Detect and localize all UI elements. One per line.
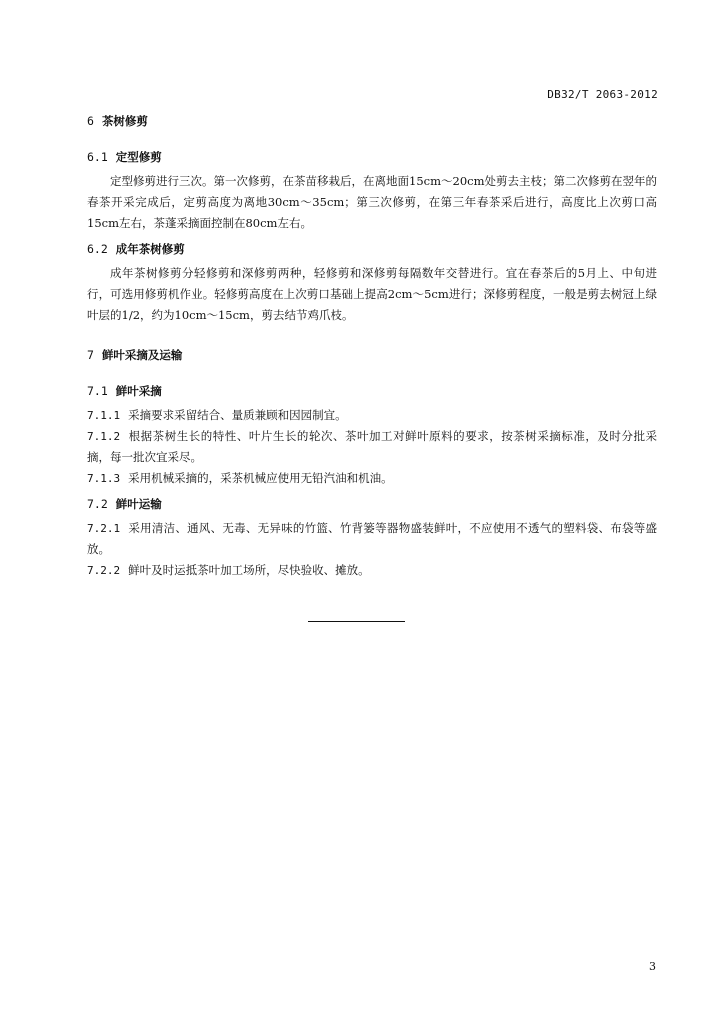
clause-7-1-3 xyxy=(87,468,657,489)
section-title: 鲜叶采摘及运输 xyxy=(101,348,183,362)
subsection-title: 成年茶树修剪 xyxy=(115,242,185,256)
subsection-number: 6.1 xyxy=(87,150,108,164)
subsection-6-2-heading xyxy=(87,240,657,258)
subsection-number: 7.1 xyxy=(87,384,108,398)
clause-7-1-1 xyxy=(87,405,657,426)
clause-number: 7.2.1 xyxy=(87,522,121,535)
clause-number: 7.2.2 xyxy=(87,564,121,577)
section-6-heading xyxy=(87,112,657,130)
clause-7-1-2 xyxy=(87,426,657,468)
clause-7-2-2 xyxy=(87,560,657,581)
subsection-title: 鲜叶采摘 xyxy=(115,384,162,398)
subsection-number: 7.2 xyxy=(87,497,108,511)
clause-text: 鲜叶及时运抵茶叶加工场所，尽快验收、摊放。 xyxy=(128,563,370,577)
subsection-title: 定型修剪 xyxy=(115,150,162,164)
clause-7-2-1 xyxy=(87,518,657,560)
end-of-text-rule xyxy=(308,621,405,622)
section-title: 茶树修剪 xyxy=(101,114,148,128)
subsection-7-2-heading xyxy=(87,495,657,513)
clause-text: 采摘要求采留结合、量质兼顾和因园制宜。 xyxy=(128,408,347,422)
clause-number: 7.1.3 xyxy=(87,472,121,485)
section-number: 7 xyxy=(87,348,94,362)
page-content xyxy=(87,112,657,581)
standard-code: DB32/T 2063-2012 xyxy=(547,88,658,101)
subsection-7-1-heading xyxy=(87,382,657,400)
clause-text: 采用清洁、通风、无毒、无异味的竹篮、竹背篓等器物盛装鲜叶，不应使用不透气的塑料袋、布袋等盛放。 xyxy=(87,521,657,556)
subsection-6-1-heading xyxy=(87,148,657,166)
page-number: 3 xyxy=(649,960,656,973)
clause-text: 采用机械采摘的，采茶机械应使用无铅汽油和机油。 xyxy=(128,471,393,485)
section-7-heading xyxy=(87,346,657,364)
subsection-title: 鲜叶运输 xyxy=(115,497,162,511)
paragraph-6-2: 成年茶树修剪分轻修剪和深修剪两种，轻修剪和深修剪每隔数年交替进行。宜在春茶后的5月上、中旬进行，可选用修剪机作业。轻修剪高度在上次剪口基础上提高2cm～5cm进行；深修剪程度，一般是剪去树冠上绿叶层的1/2，约为10cm～15cm，剪去结节鸡爪枝。 xyxy=(87,266,657,322)
paragraph-6-1: 定型修剪进行三次。第一次修剪，在茶苗移栽后，在离地面15cm～20cm处剪去主枝；第二次修剪在翌年的春茶开采完成后，定剪高度为离地30cm～35cm；第三次修剪，在第三年春茶采后进行，高度比上次剪口高15cm左右，茶蓬采摘面控制在80cm左右。 xyxy=(87,174,657,230)
clause-text: 根据茶树生长的特性、叶片生长的轮次、茶叶加工对鲜叶原料的要求，按茶树采摘标准，及时分批采摘，每一批次宜采尽。 xyxy=(87,429,657,464)
clause-number: 7.1.1 xyxy=(87,409,121,422)
subsection-number: 6.2 xyxy=(87,242,108,256)
clause-number: 7.1.2 xyxy=(87,430,121,443)
section-number: 6 xyxy=(87,114,94,128)
